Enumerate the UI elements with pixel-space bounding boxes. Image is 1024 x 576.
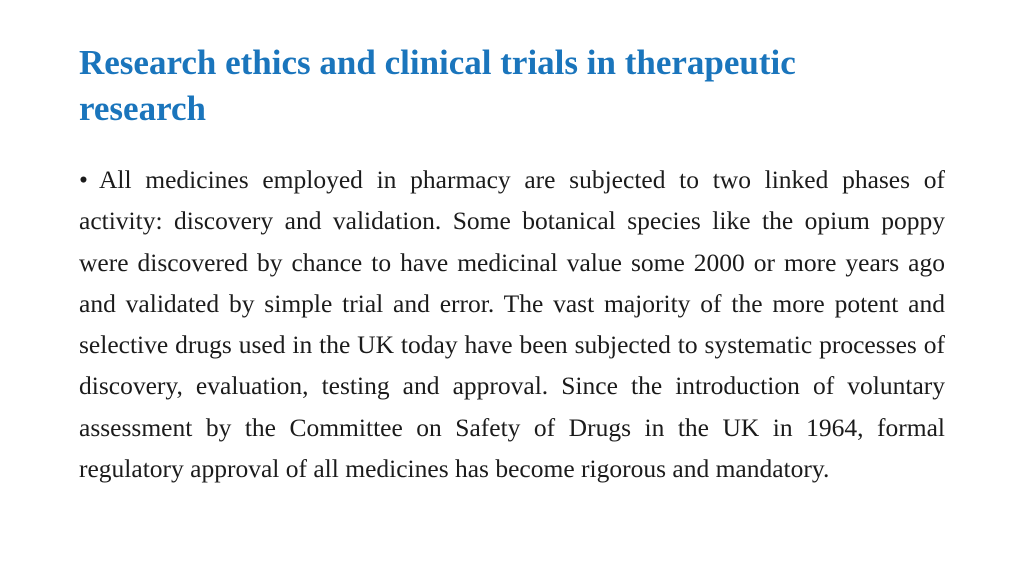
bullet-item (79, 159, 945, 489)
bullet-text: All medicines employed in pharmacy are subjected to two linked phases of activity: discovery and validation. Some botanical species like the opium poppy were discovered by chance to have medicinal value some 2000 or more years ago and validated by simple trial and error. The vast majority of the more potent and selective drugs used in the UK today have been subjected to systematic processes of discovery, evaluation, testing and approval. Since the introduction of voluntary assessment by the Committee on Safety of Drugs in the UK in 1964, formal regulatory approval of all medicines has become rigorous and mandatory. (79, 165, 945, 484)
slide-title: Research ethics and clinical trials in therapeutic research (79, 43, 796, 128)
bullet-dot: • (79, 165, 88, 194)
